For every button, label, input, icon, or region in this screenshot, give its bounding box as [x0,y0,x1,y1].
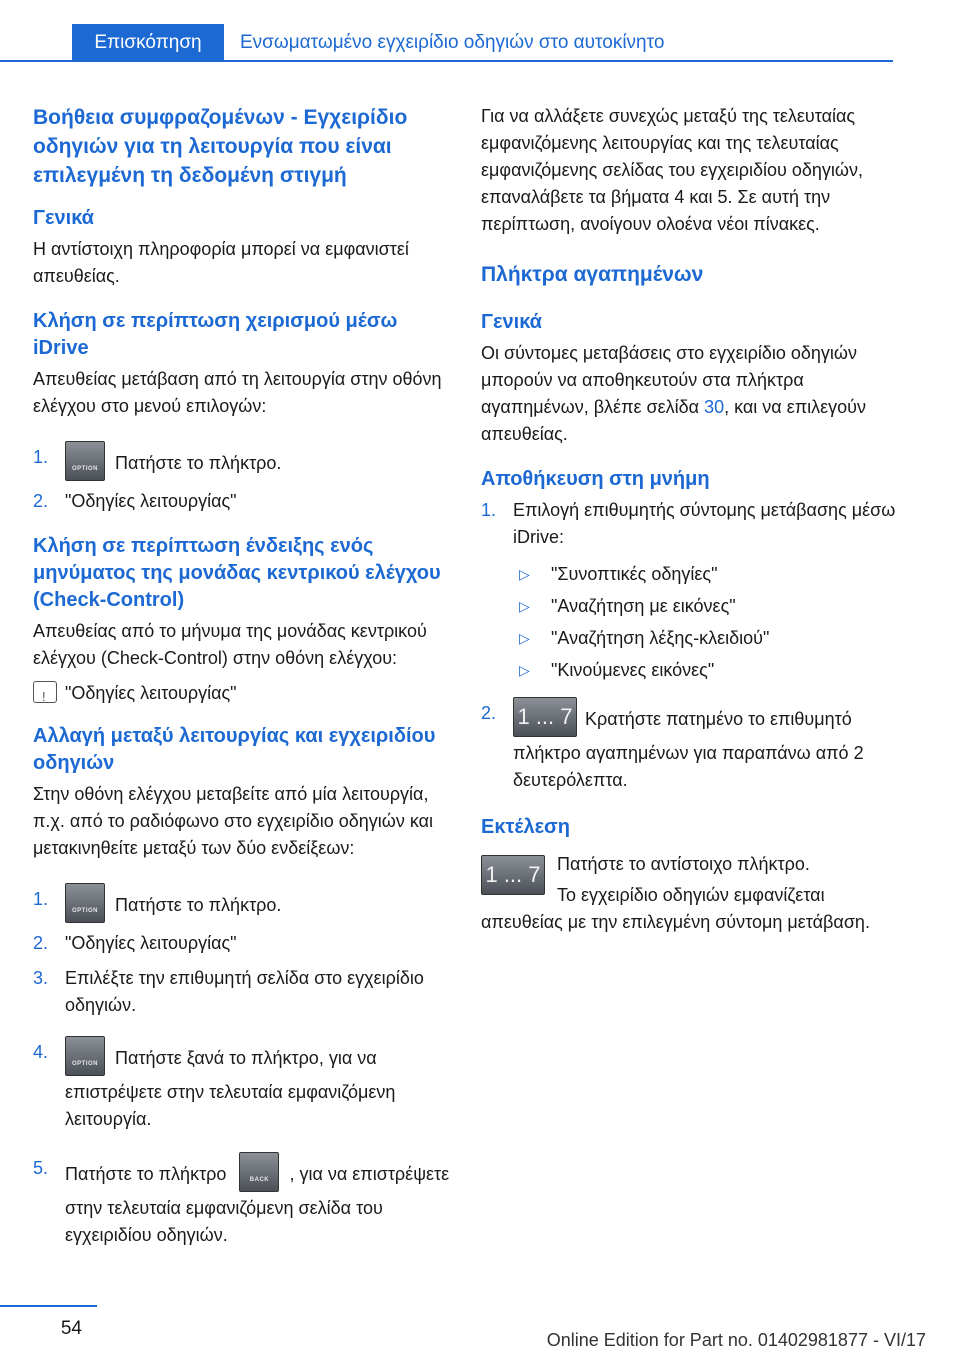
list-text: Επιλέξτε την επιθυμητή σελίδα στο εγχειρίδιο οδηγιών. [65,968,424,1015]
heading-general: Γενικά [33,207,94,229]
option-button-icon [65,441,105,481]
list-number: 1. [481,500,497,520]
option-button-label: OPTION [71,466,98,472]
list-text: Πατήστε το πλήκτρο. [115,452,282,473]
list-item [481,497,901,551]
list-text: Κρατήστε πατημένο το επιθυμητό πλήκτρο αγαπημένων για παραπάνω από 2 δευτερόλεπτα. [513,708,864,790]
sub-list-text: "Αναζήτηση λέξης-κλειδιού" [551,628,770,648]
option-button-icon [65,1036,105,1076]
triangle-bullet-icon: ▷ [519,630,530,646]
check-control-item [33,680,451,707]
edition-note: Online Edition for Part no. 01402981877 - VI/17 [546,1330,926,1350]
heading-check-control: Κλήση σε περίπτωση ένδειξης ενός μηνύματος της μονάδας κεντρικού ελέγχου (Check-Control) [33,535,441,611]
list-item [33,930,451,957]
sub-list-item [481,561,901,588]
sub-list-item [481,625,901,652]
paragraph-general: Η αντίστοιχη πληροφορία μπορεί να εμφανιστεί απευθείας. [33,239,409,286]
list-text: "Οδηγίες λειτουργίας" [65,491,237,511]
left-column [33,103,451,1249]
option-button-label: OPTION [71,908,98,914]
list-text: Πατήστε το πλήκτρο [65,1163,227,1184]
option-button-label: OPTION [71,1061,98,1067]
paragraph-idrive: Απευθείας μετάβαση από τη λειτουργία στην οθόνη ελέγχου στο μενού επιλογών: [33,369,442,416]
heading-favorite-keys: Πλήκτρα αγαπημένων [481,263,704,286]
right-column [481,103,901,936]
list-number: 1. [33,447,49,467]
list-number: 2. [33,933,49,953]
page-link[interactable]: 30 [704,397,725,417]
heading-switch: Αλλαγή μεταξύ λειτουργίας και εγχειριδίου οδηγιών [33,725,436,774]
option-button-icon [65,883,105,923]
list-item [33,1039,451,1133]
triangle-bullet-icon: ▷ [519,662,530,678]
back-button-label: BACK [249,1177,270,1183]
heading-execute: Εκτέλεση [481,816,570,838]
list-text: "Οδηγίες λειτουργίας" [65,933,237,953]
sub-list-text: "Κινούμενες εικόνες" [551,660,715,680]
paragraph-repeat: Για να αλλάξετε συνεχώς μεταξύ της τελευταίας εμφανιζόμενης λειτουργίας και της τελευταίας εμφανιζόμενης σελίδας του εγχειριδίου οδηγιών, επαναλάβετε τα βήματα 4 και 5. Σε αυτή την περίπτωση, ανοίγουν ολοένα νέοι πίνακες. [481,106,863,234]
list-item [33,965,451,1019]
sub-list-item [481,593,901,620]
list-item [33,1155,451,1249]
favorites-text: Οι σύντομες μεταβάσεις στο εγχειρίδιο οδηγιών μπορούν να αποθηκευτούν στα πλήκτρα αγαπημένων, βλέπε σελίδα [481,343,857,417]
list-item [481,700,901,794]
check-control-text: "Οδηγίες λειτουργίας" [65,683,237,703]
heading-store: Αποθήκευση στη μνήμη [481,468,710,490]
heading-general: Γενικά [481,311,542,333]
favorites-text: , και να επιλεγούν απευθείας. [481,397,867,444]
list-number: 2. [481,703,497,723]
execute-step-1: Πατήστε το αντίστοιχο πλήκτρο. [557,854,810,874]
list-text: Επιλογή επιθυμητής σύντομης μετάβασης μέσω iDrive: [513,500,896,547]
favorite-key-icon: 1 ... 7 [513,697,577,737]
triangle-bullet-icon: ▷ [519,598,530,614]
list-text: Πατήστε το πλήκτρο. [115,894,282,915]
paragraph-favorites [481,340,901,448]
heading-idrive: Κλήση σε περίπτωση χειρισμού μέσω iDrive [33,310,398,359]
header-bar [0,0,893,62]
list-item [33,444,451,484]
paragraph-check-control: Απευθείας από το μήνυμα της μονάδας κεντρικού ελέγχου (Check-Control) στην οθόνη ελέγχου: [33,621,427,668]
list-number: 4. [33,1042,49,1062]
list-number: 2. [33,491,49,511]
heading-context-help: Βοήθεια συμφραζομένων - Εγχειρίδιο οδηγιών για τη λειτουργία που είναι επιλεγμένη τη δεδομένη στιγμή [33,106,408,187]
list-text: Πατήστε ξανά το πλήκτρο, για να επιστρέψετε στην τελευταία εμφανιζόμενη λειτουργία. [65,1047,396,1129]
execute-block [481,851,901,936]
list-item [33,886,451,926]
tab-integrated-manual[interactable]: Ενσωματωμένο εγχειρίδιο οδηγιών στο αυτοκίνητο [240,32,665,53]
sub-list-text: "Αναζήτηση με εικόνες" [551,596,736,616]
list-number: 3. [33,968,49,988]
header-divider [0,60,893,62]
sub-list-text: "Συνοπτικές οδηγίες" [551,564,718,584]
tab-overview[interactable]: Επισκόπηση [72,24,224,61]
sub-list-item [481,657,901,684]
list-text: , για να επιστρέψετε στην τελευταία εμφανιζόμενη σελίδα του εγχειριδίου οδηγιών. [65,1163,450,1245]
execute-step-2: Το εγχειρίδιο οδηγιών εμφανίζεται απευθείας με την επιλεγμένη σύντομη μετάβαση. [481,885,870,932]
paragraph-switch: Στην οθόνη ελέγχου μεταβείτε από μία λειτουργία, π.χ. από το ραδιόφωνο στο εγχειρίδιο οδηγιών και μετακινηθείτε μεταξύ των δύο ενδείξεων: [33,784,434,858]
footer-divider [0,1305,97,1307]
check-control-icon [33,681,57,703]
back-button-icon [239,1152,279,1192]
list-item [33,488,451,515]
triangle-bullet-icon: ▷ [519,566,530,582]
list-number: 5. [33,1158,49,1178]
list-number: 1. [33,889,49,909]
favorite-key-icon: 1 ... 7 [481,855,545,895]
page-number: 54 [60,1318,82,1339]
